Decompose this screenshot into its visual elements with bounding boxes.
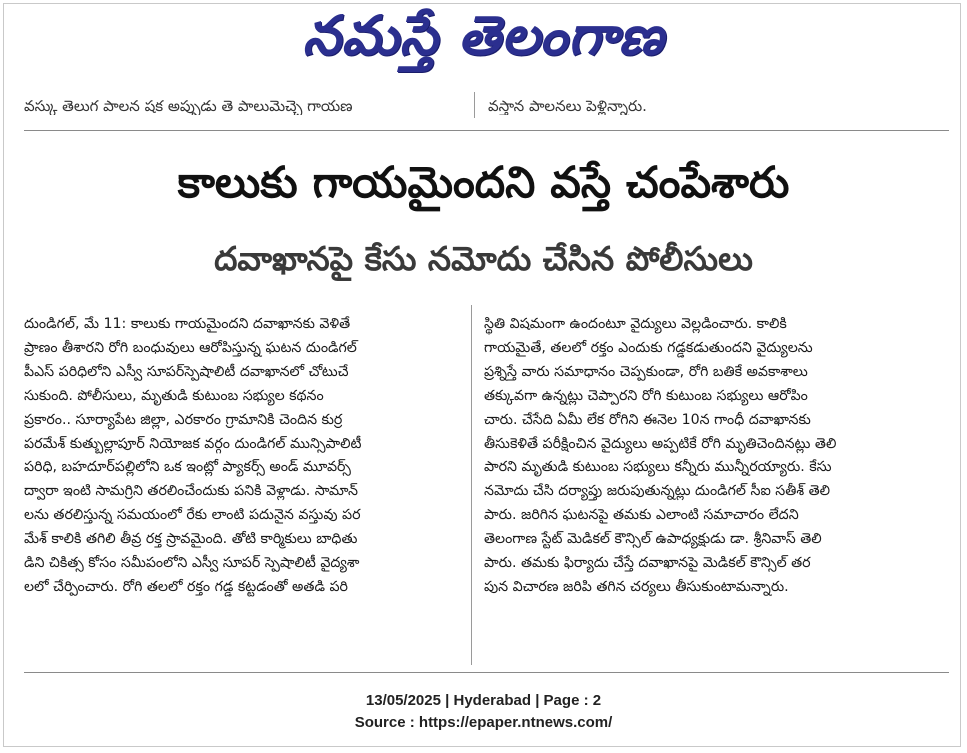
article-line: పున విచారణ జరిపి తగిన చర్యలు తీసుకుంటామన్నారు. — [484, 578, 789, 595]
article-line: డిని చికిత్స కోసం సమీపంలోని ఎస్వీ సూపర్ స్పెషాలిటీ వైద్యశా — [24, 555, 360, 572]
article-line: చారు. చేసేది ఏమీ లేక రోగిని ఈనెల 10న గాంధీ దవాఖానకు — [484, 411, 811, 428]
article-line: తీసుకెళితే పరీక్షించిన వైద్యులు అప్పటికే రోగి మృతిచెందినట్లు తెలి — [484, 435, 837, 452]
article-line: ప్రకారం.. సూర్యాపేట జిల్లా, ఎరకారం గ్రామానికి చెందిన కుర్ర — [24, 411, 343, 428]
previous-article-fragment-right: వస్తాన పాలనలు పెళ్లిన్నారు. — [488, 97, 647, 115]
article-line: దుండిగల్, మే 11: కాలుకు గాయమైందని దవాఖానకు వెళితే — [24, 316, 351, 332]
article-subheadline: దవాఖానపై కేసు నమోదు చేసిన పోలీసులు — [214, 239, 753, 278]
article-line: పారని మృతుడి కుటుంబ సభ్యులు కన్నీరు మున్నీరయ్యారు. కేసు — [484, 459, 832, 476]
article-line: పారు. జరిగిన ఘటనపై తమకు ఎలాంటి సమాచారం లేదని — [484, 507, 799, 524]
article-line: నమోదు చేసి దర్యాప్తు జరుపుతున్నట్లు దుండిగల్ సీఐ సతీశ్ తెలి — [484, 483, 831, 500]
article-line: సుకుంది. పోలీసులు, మృతుడి కుటుంబ సభ్యుల కథనం — [24, 387, 324, 404]
article-line: పారు. తమకు ఫిర్యాదు చేస్తే దవాఖానపై మెడికల్ కౌన్సిల్ తర — [484, 555, 811, 572]
previous-article-fragment-left: వస్కు తెలుగ పాలన షక అప్పుడు తె పాలుమెచ్చె గాయణ — [24, 97, 353, 115]
article-line: తక్కువగా ఉన్నట్లు చెప్పారని రోగి కుటుంబ సభ్యులు ఆరోపిం — [484, 387, 808, 404]
article-line: ప్రాణం తీశారని రోగి బంధువులు ఆరోపిస్తున్న ఘటన దుండిగల్ — [24, 339, 357, 356]
article-column-right — [484, 313, 916, 600]
previous-column-divider — [474, 92, 475, 118]
article-line: పరమేశ్ కుత్బుల్లాపూర్ నియోజక వర్గం దుండిగల్ మున్సిపాలిటీ — [24, 435, 362, 452]
bottom-divider — [24, 672, 949, 673]
article-line: లను తరలిస్తున్న సమయంలో రేకు లాంటి పదునైన వస్తువు పర — [24, 507, 361, 524]
article-line: లలో చేర్పించారు. రోగి తలలో రక్తం గడ్డ కట్టడంతో అతడి పరి — [24, 578, 348, 595]
top-divider — [24, 130, 949, 131]
footer-source: Source : https://epaper.ntnews.com/ — [354, 714, 613, 731]
article-line: ద్వారా ఇంటి సామగ్రిని తరలించేందుకు పనికి వెళ్లాడు. సామాన్ — [24, 483, 358, 500]
article-line: మేశ్ కాలికి తగిలి తీవ్ర రక్త స్రావమైంది. తోటి కార్మికులు బాధితు — [24, 531, 358, 548]
newspaper-masthead: నమస్తే తెలంగాణ — [302, 3, 665, 67]
footer-dateline: 13/05/2025 | Hyderabad | Page : 2 — [365, 692, 602, 709]
article-line: గాయమైతే, తలలో రక్తం ఎందుకు గడ్డకడుతుందని వైద్యులను — [484, 339, 813, 356]
article-headline: కాలుకు గాయమైందని వస్తే చంపేశారు — [177, 158, 790, 208]
article-line: పరిధి, బహదూర్‌పల్లిలోని ఒక ఇంట్లో ప్యాకర్స్ అండ్ మూవర్స్ — [24, 459, 351, 476]
article-line: తెలంగాణ స్టేట్ మెడికల్ కౌన్సిల్ ఉపాధ్యక్షుడు డా. శ్రీనివాస్ తెలి — [484, 531, 822, 548]
column-divider — [471, 305, 472, 665]
article-line: ప్రశ్నిస్తే వారు సమాధానం చెప్పకుండా, రోగి బతికే అవకాశాలు — [484, 363, 808, 380]
article-column-left — [24, 313, 456, 600]
article-line: పీఎస్ పరిధిలోని ఎస్వీ సూపర్‌స్పెషాలిటీ దవాఖానలో చోటుచే — [24, 363, 349, 380]
article-line: స్థితి విషమంగా ఉందంటూ వైద్యులు వెల్లడించారు. కాలికి — [484, 316, 787, 332]
